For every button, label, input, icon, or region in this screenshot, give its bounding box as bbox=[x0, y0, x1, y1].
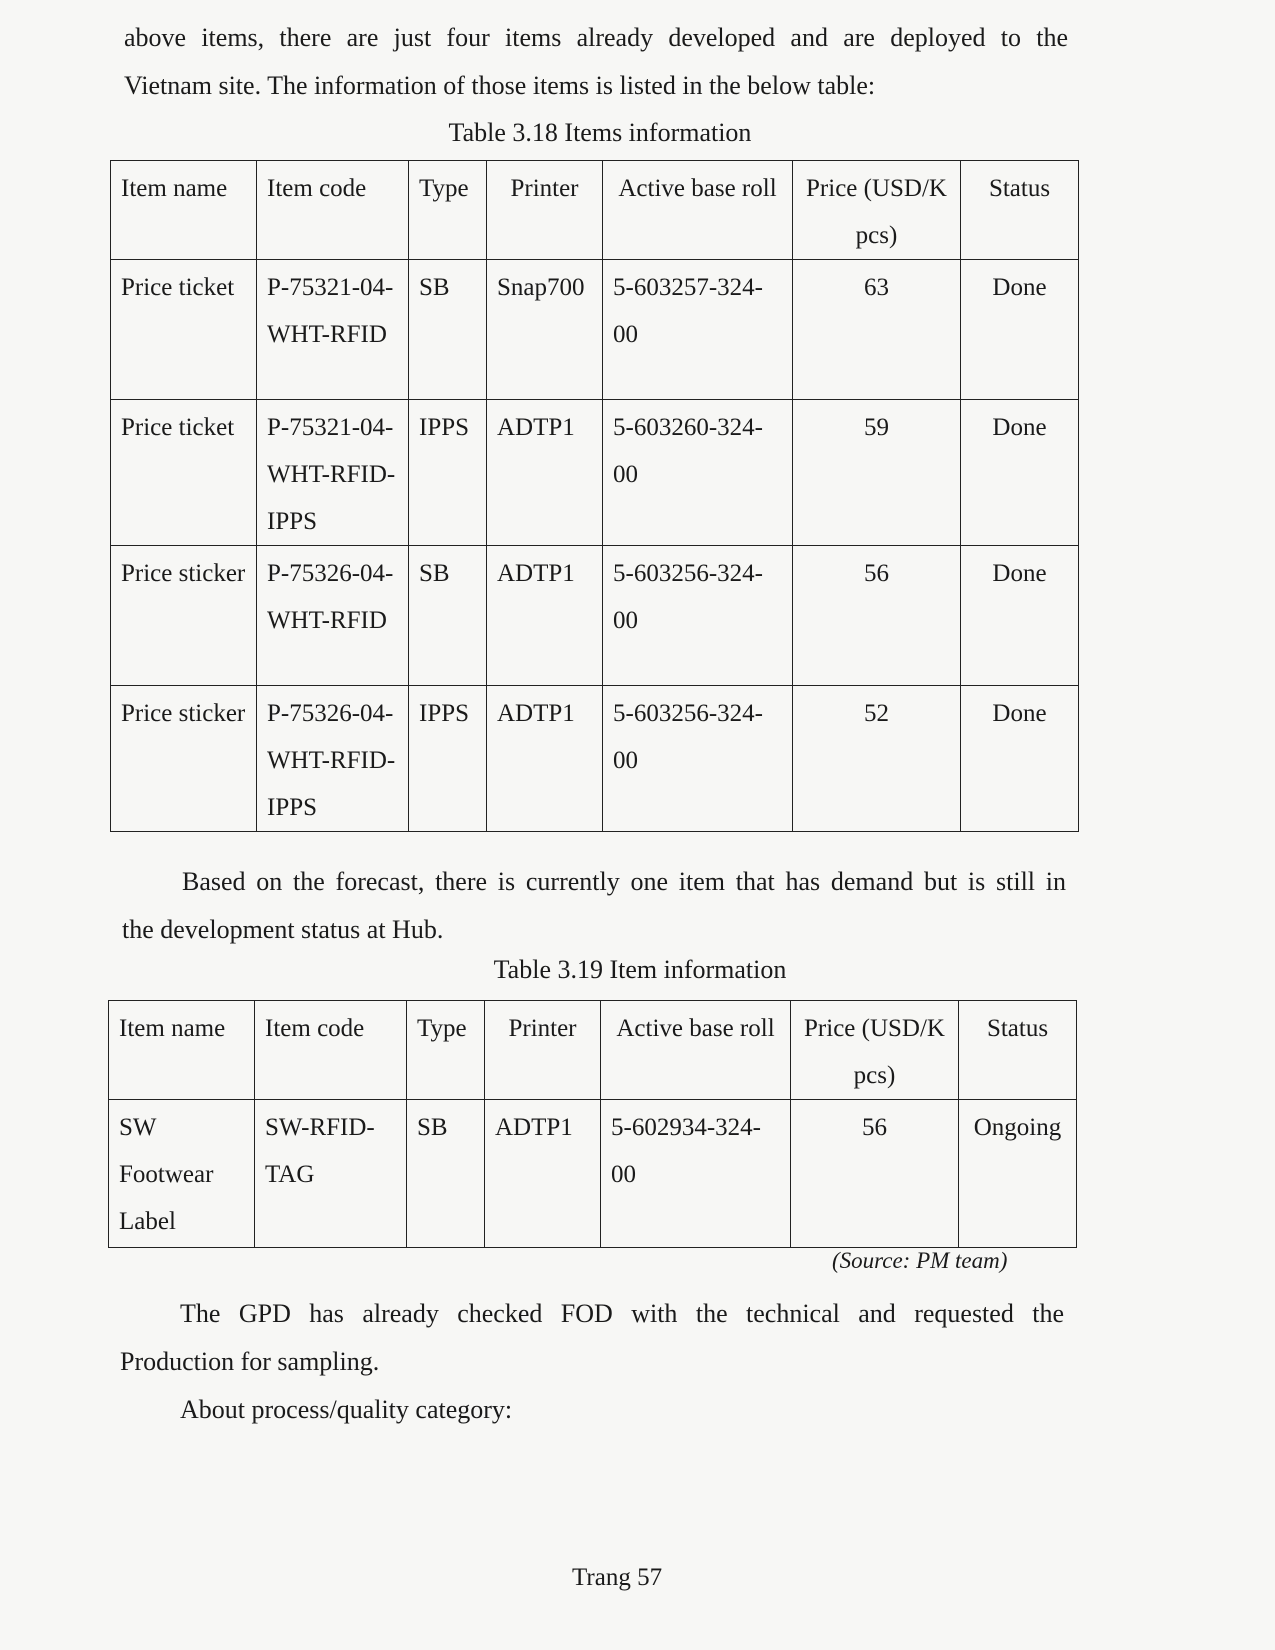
table-cell: IPPS bbox=[409, 400, 487, 546]
page-number: Trang 57 bbox=[572, 1564, 663, 1591]
table-cell: SW Footwear Label bbox=[109, 1100, 255, 1248]
table1-header-cell: Printer bbox=[487, 161, 603, 260]
table-cell: 59 bbox=[793, 400, 961, 546]
table-cell: Price sticker bbox=[111, 686, 257, 832]
table-row bbox=[111, 546, 1079, 686]
table-cell: SW-RFID-TAG bbox=[255, 1100, 407, 1248]
table-cell: Price ticket bbox=[111, 260, 257, 400]
table-cell: Snap700 bbox=[487, 260, 603, 400]
table-cell: Price ticket bbox=[111, 400, 257, 546]
table1-header-cell: Item name bbox=[111, 161, 257, 260]
table-cell: SB bbox=[409, 260, 487, 400]
table-cell: 56 bbox=[791, 1100, 959, 1248]
table1-header-row bbox=[111, 161, 1079, 260]
table-cell: Done bbox=[961, 260, 1079, 400]
table1-header-cell: Price (USD/K pcs) bbox=[793, 161, 961, 260]
source-note: (Source: PM team) bbox=[832, 1248, 1008, 1273]
table-cell: 5-603260-324-00 bbox=[603, 400, 793, 546]
table2-header-cell: Item code bbox=[255, 1001, 407, 1100]
table1-header-cell: Status bbox=[961, 161, 1079, 260]
table-cell: ADTP1 bbox=[487, 546, 603, 686]
table-cell: 56 bbox=[793, 546, 961, 686]
table-cell: Done bbox=[961, 686, 1079, 832]
closing-paragraph bbox=[120, 1290, 1064, 1434]
table2-header-row bbox=[109, 1001, 1077, 1100]
table-cell: Done bbox=[961, 546, 1079, 686]
intro-line-1: above items, there are just four items already developed and are deployed to the bbox=[124, 23, 1068, 52]
table-cell: P-75321-04-WHT-RFID bbox=[257, 260, 409, 400]
closing-line-2: Production for sampling. bbox=[120, 1347, 380, 1376]
table-cell: ADTP1 bbox=[487, 400, 603, 546]
table1-header-cell: Active base roll bbox=[603, 161, 793, 260]
table-cell: IPPS bbox=[409, 686, 487, 832]
table2-header-cell: Price (USD/K pcs) bbox=[791, 1001, 959, 1100]
table-cell: 5-603256-324-00 bbox=[603, 686, 793, 832]
table2-header-cell: Item name bbox=[109, 1001, 255, 1100]
table2-header-cell: Status bbox=[959, 1001, 1077, 1100]
table-cell: SB bbox=[409, 546, 487, 686]
table-cell: ADTP1 bbox=[487, 686, 603, 832]
middle-paragraph bbox=[122, 858, 1066, 954]
table2 bbox=[108, 1000, 1077, 1248]
table2-header-cell: Printer bbox=[485, 1001, 601, 1100]
table-cell: Done bbox=[961, 400, 1079, 546]
table1 bbox=[110, 160, 1079, 832]
table1-header-cell: Type bbox=[409, 161, 487, 260]
table-cell: 5-603256-324-00 bbox=[603, 546, 793, 686]
table2-header-cell: Type bbox=[407, 1001, 485, 1100]
table-cell: Ongoing bbox=[959, 1100, 1077, 1248]
table-cell: 52 bbox=[793, 686, 961, 832]
table-cell: 5-602934-324-00 bbox=[601, 1100, 791, 1248]
table-row bbox=[111, 400, 1079, 546]
intro-paragraph bbox=[124, 14, 1068, 110]
table-row bbox=[109, 1100, 1077, 1248]
middle-line-2: the development status at Hub. bbox=[122, 915, 444, 944]
table2-header-cell: Active base roll bbox=[601, 1001, 791, 1100]
closing-line-1: The GPD has already checked FOD with the technical and requested the bbox=[180, 1299, 1064, 1328]
table-cell: 5-603257-324-00 bbox=[603, 260, 793, 400]
table-cell: P-75321-04-WHT-RFID-IPPS bbox=[257, 400, 409, 546]
table1-caption: Table 3.18 Items information bbox=[448, 118, 752, 147]
intro-line-2: Vietnam site. The information of those items is listed in the below table: bbox=[124, 71, 876, 100]
table-cell: P-75326-04-WHT-RFID bbox=[257, 546, 409, 686]
table2-caption: Table 3.19 Item information bbox=[493, 955, 787, 984]
table-row bbox=[111, 686, 1079, 832]
table-cell: P-75326-04-WHT-RFID-IPPS bbox=[257, 686, 409, 832]
middle-line-1: Based on the forecast, there is currently one item that has demand but is still in bbox=[182, 867, 1066, 896]
table-cell: 63 bbox=[793, 260, 961, 400]
closing-line-3: About process/quality category: bbox=[180, 1395, 513, 1424]
table-cell: Price sticker bbox=[111, 546, 257, 686]
table-cell: ADTP1 bbox=[485, 1100, 601, 1248]
table-cell: SB bbox=[407, 1100, 485, 1248]
table1-header-cell: Item code bbox=[257, 161, 409, 260]
table-row bbox=[111, 260, 1079, 400]
